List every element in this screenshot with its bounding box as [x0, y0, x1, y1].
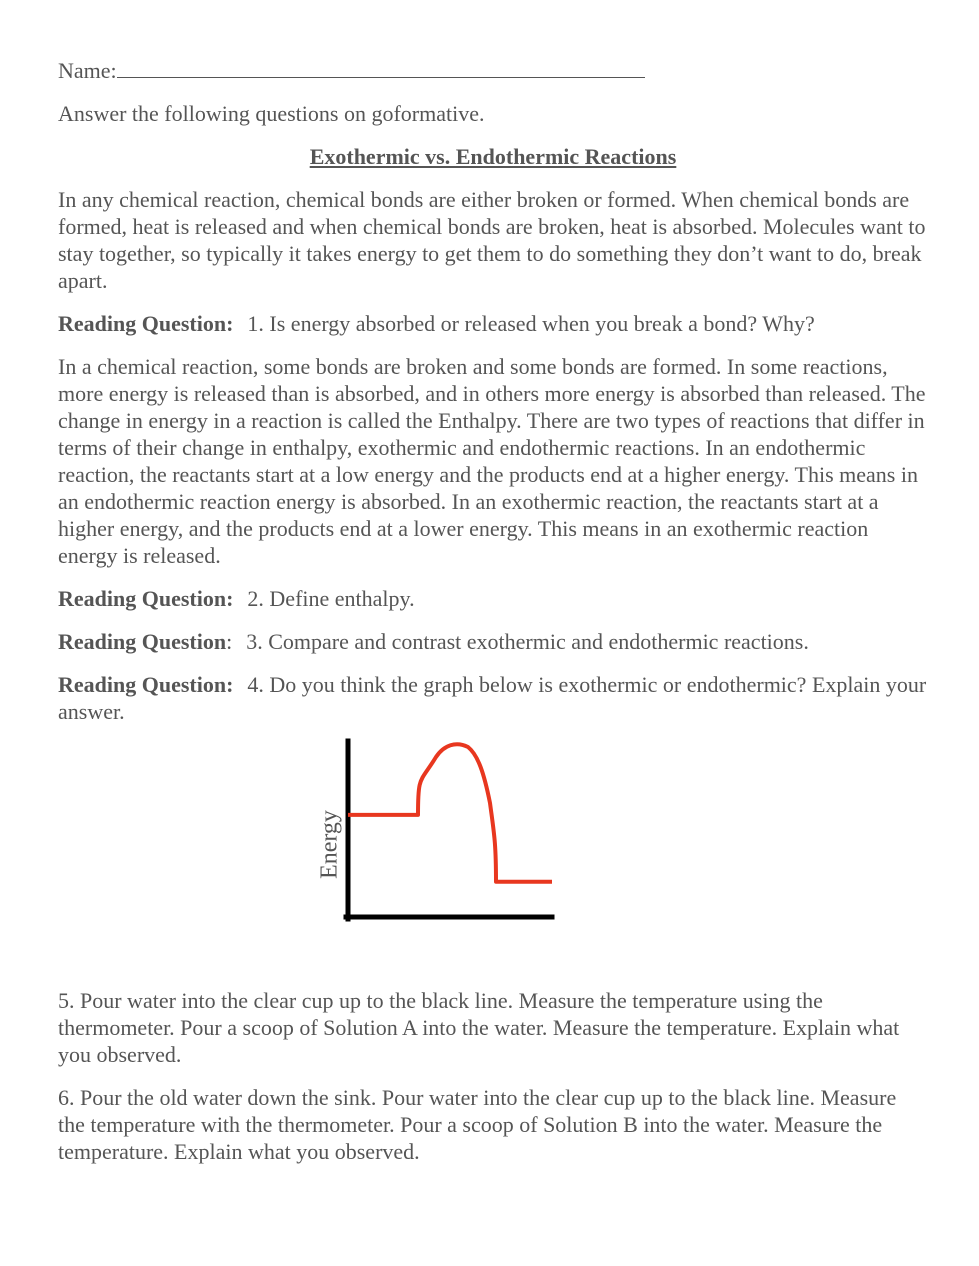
worksheet-title: Exothermic vs. Endothermic Reactions — [309, 144, 677, 169]
reading-question-4 — [58, 671, 928, 725]
enthalpy-paragraph: In a chemical reaction, some bonds are broken and some bonds are formed. In some reactions, more energy is released than is absorbed, and in others more energy is absorbed than released. The change in energy in a reaction is called the Enthalpy. There are two types of reactions that differ in terms of their change in enthalpy, exothermic and endothermic reactions. In an endothermic reaction, the reactants start at a low energy and the products end at a higher energy. This means in an endothermic reaction energy is absorbed. In an exothermic reaction, the reactants start at a higher energy, and the products end at a lower energy. This means in an exothermic reaction energy is released. — [58, 354, 926, 568]
name-line — [58, 57, 928, 84]
intro-paragraph: In any chemical reaction, chemical bonds are either broken or formed. When chemical bonds are formed, heat is released and when chemical bonds are broken, heat is absorbed. Molecules want to stay together, so typically it takes energy to get them to do something they don’t want to do, break apart. — [58, 187, 926, 293]
reading-question-label: Reading Question: — [58, 586, 234, 611]
instructions: Answer the following questions on goformative. — [58, 101, 485, 126]
question-4-text: 4. Do you think the graph below is exothermic or endothermic? Explain your answer. — [58, 672, 927, 724]
name-label: Name: — [58, 58, 117, 83]
reading-question-3 — [58, 628, 928, 655]
energy-graph — [58, 737, 928, 971]
reading-question-2 — [58, 585, 928, 612]
question-6: 6. Pour the old water down the sink. Pour water into the clear cup up to the black line. Measure the temperature with the thermometer. Pour a scoop of Solution B into the water. Measure the temperature. Explain what you observed. — [58, 1085, 897, 1164]
reading-question-1 — [58, 310, 928, 337]
question-2-text: 2. Define enthalpy. — [247, 586, 415, 611]
name-blank — [117, 57, 645, 78]
reading-question-colon: : — [226, 629, 233, 654]
y-axis-label: Energy — [316, 810, 343, 879]
question-5: 5. Pour water into the clear cup up to the black line. Measure the temperature using the thermometer. Pour a scoop of Solution A into the water. Measure the temperature. Explain what you observed. — [58, 988, 900, 1067]
worksheet-page — [58, 57, 928, 1181]
reading-question-label: Reading Question — [58, 629, 227, 654]
reading-question-label: Reading Question: — [58, 672, 234, 697]
question-1-text: 1. Is energy absorbed or released when you break a bond? Why? — [247, 311, 815, 336]
reading-question-label: Reading Question: — [58, 311, 234, 336]
question-3-text: 3. Compare and contrast exothermic and endothermic reactions. — [246, 629, 809, 654]
energy-curve — [348, 744, 552, 882]
